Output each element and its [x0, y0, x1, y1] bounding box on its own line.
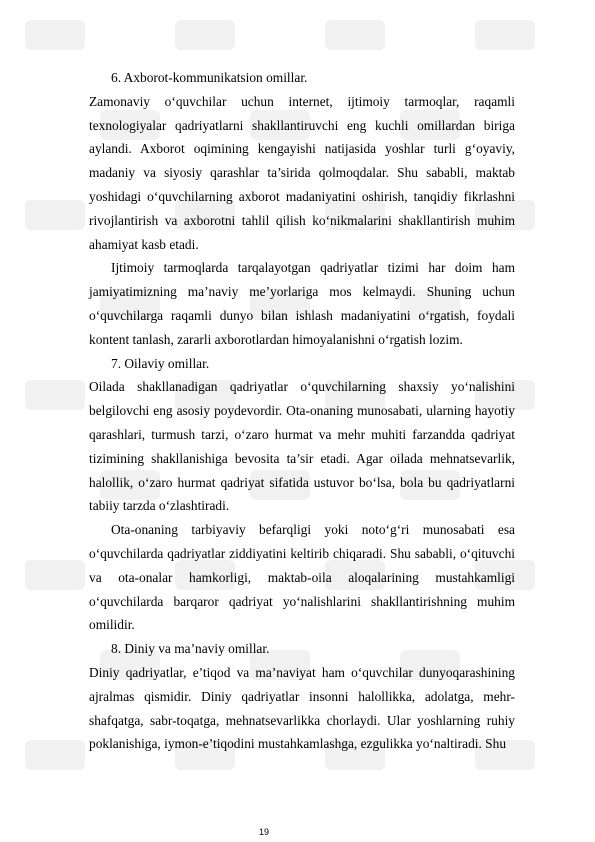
section-heading-6: 6. Axborot-kommunikatsion omillar. [111, 70, 308, 85]
page-number: 19 [258, 827, 269, 837]
section-heading-8: 8. Diniy va ma’naviy omillar. [111, 641, 270, 657]
paragraph: Diniy qadriyatlar, e’tiqod va ma’naviyat ham o‘quvchilar dunyoqarashining ajralmas qismidir. Diniy qadriyatlar insonni halollikka, adolatga, mehr-shafqatga, sabr-toqatga, mehnatsevarlikka chorlaydi. Ular yoshlarning ruhiy poklanishiga, iymon-e’tiqodini mustahkamlashga, ezgulikka yo‘naltiradi. Shu [89, 664, 515, 752]
paragraph: Zamonaviy o‘quvchilar uchun internet, ijtimoiy tarmoqlar, raqamli texnologiyalar qadriyatlarni shakllantiruvchi eng kuchli omillardan biriga aylandi. Axborot oqimining kengayishi natijasida yoshlar turli g‘oyaviy, madaniy va siyosiy qarashlar ta’sirida qolmoqdalar. Shu sababli, maktab yoshidagi o‘quvchilarning axborot madaniyatini oshirish, tanqidiy fikrlashni rivojlantirish va axborotni tahlil qilish ko‘nikmalarini shakllantirish muhim ahamiyat kasb etadi. [89, 93, 515, 252]
section-heading-7: 7. Oilaviy omillar. [111, 355, 210, 371]
document-body [89, 66, 515, 756]
paragraph: Ota-onaning tarbiyaviy befarqligi yoki noto‘g‘ri munosabati esa o‘quvchilarda qadriyatlar ziddiyatini keltirib chiqaradi. Shu sababli, o‘qituvchi va ota-onalar hamkorligi, maktab-oila aloqalarining mustahkamligi o‘quvchilarda barqaror qadriyat yo‘nalishlarini shakllantirishning muhim omilidir. [89, 522, 515, 633]
paragraph: Oilada shakllanadigan qadriyatlar o‘quvchilarning shaxsiy yo‘nalishini belgilovchi eng asosiy poydevordir. Ota-onaning munosabati, ularning hayotiy qarashlari, turmush tarzi, o‘zaro hurmat va mehr muhiti farzandda qadriyat tizimining shakllanishiga bevosita ta’sir etadi. Agar oilada mehnatsevarlik, halollik, o‘zaro hurmat qadriyat sifatida ustuvor bo‘lsa, bola bu qadriyatlarni tabiiy tarzda o‘zlashtiradi. [89, 379, 515, 514]
paragraph: Ijtimoiy tarmoqlarda tarqalayotgan qadriyatlar tizimi har doim ham jamiyatimizning ma’naviy me’yorlariga mos kelmaydi. Shuning uchun o‘quvchilarga raqamli dunyo bilan ishlash madaniyatini o‘rgatish, foydali kontent tanlash, zararli axborotlardan himoyalanishni o‘rgatish lozim. [89, 260, 515, 347]
